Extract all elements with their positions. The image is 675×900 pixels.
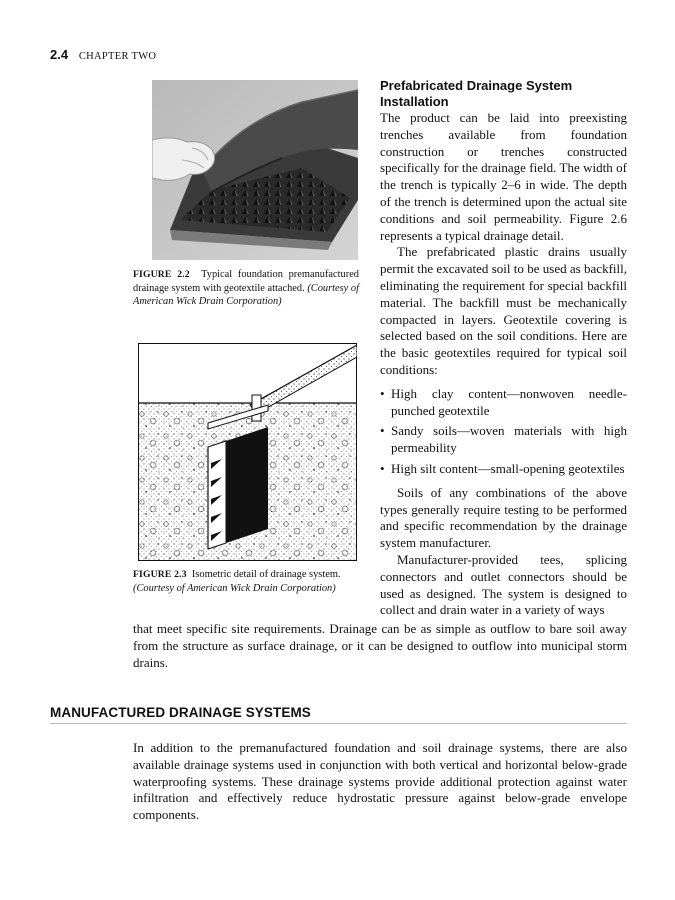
continuation-text: that meet specific site requirements. Drainage can be as simple as outflow to bare soil away from the structure as surface drainage, or it can be designed to outflow into municipal storm drains. xyxy=(133,621,627,670)
list-item: • High clay content—nonwoven needle-punched geotextile xyxy=(380,386,627,420)
figure-2-2-label: FIGURE 2.2 xyxy=(133,269,190,280)
installation-paragraph-1: The product can be laid into preexisting trenches available from foundation construction or trenches constructed specifically for the drainage field. The width of the trench is typically 2–6 in wide. The depth of the trench is determined upon the actual site conditions and soil permeability. Figure 2.6 represents a typical drainage detail. xyxy=(380,110,627,243)
installation-paragraph-4: Manufacturer-provided tees, splicing connectors and outlet connectors should be used as designed. The system is designed to collect and drain water in a variety of ways xyxy=(380,551,627,618)
figure-2-3-caption xyxy=(133,568,363,595)
manufactured-section-body xyxy=(133,740,627,824)
figure-2-3-image xyxy=(138,343,357,561)
figure-2-2-credit: (Courtesy of American Wick Drain Corporation) xyxy=(133,282,359,307)
figure-2-3-label: FIGURE 2.3 xyxy=(133,569,187,580)
chapter-title: CHAPTER TWO xyxy=(78,51,157,62)
page-number: 2.4 xyxy=(50,47,69,62)
list-item: • High silt content—small-opening geotextiles xyxy=(380,461,627,478)
section-heading: MANUFACTURED DRAINAGE SYSTEMS xyxy=(50,705,311,720)
installation-paragraph-3: Soils of any combinations of the above types generally require testing to be performed and specific recommendation by the drainage system manufacturer. xyxy=(380,484,627,551)
figure-2-2-image xyxy=(152,80,358,260)
installation-heading: Prefabricated Drainage System Installation xyxy=(380,78,573,109)
installation-column xyxy=(380,78,627,619)
figure-2-3-credit: (Courtesy of American Wick Drain Corporation) xyxy=(133,582,336,594)
manufactured-paragraph: In addition to the premanufactured foundation and soil drainage systems, there are also available drainage systems used in conjunction with both vertical and horizontal below-grade waterproofing systems. These drainage systems provide additional protection against water infiltration and effectively reduce hydrostatic pressure against below-grade envelope components. xyxy=(133,740,627,823)
installation-paragraph-4-continued xyxy=(133,621,627,671)
installation-paragraph-2: The prefabricated plastic drains usually permit the excavated soil to be used as backfill, eliminating the requirement for special backfill material. The backfill must be mechanically compacted in layers. Geotextile covering is selected based on the soil conditions. Here are the basic geotextiles required for typical soil conditions: xyxy=(380,244,627,377)
figure-2-2-caption xyxy=(133,268,359,309)
list-item: • Sandy soils—woven materials with high permeability xyxy=(380,423,627,457)
running-head xyxy=(50,47,156,62)
section-divider xyxy=(50,723,627,724)
figure-2-3-caption-text: Isometric detail of drainage system. xyxy=(191,569,341,580)
figure-2-2-caption-text: Typical foundation premanufactured drainage system with geotextile attached. xyxy=(133,269,360,294)
geotextile-list xyxy=(380,386,627,478)
